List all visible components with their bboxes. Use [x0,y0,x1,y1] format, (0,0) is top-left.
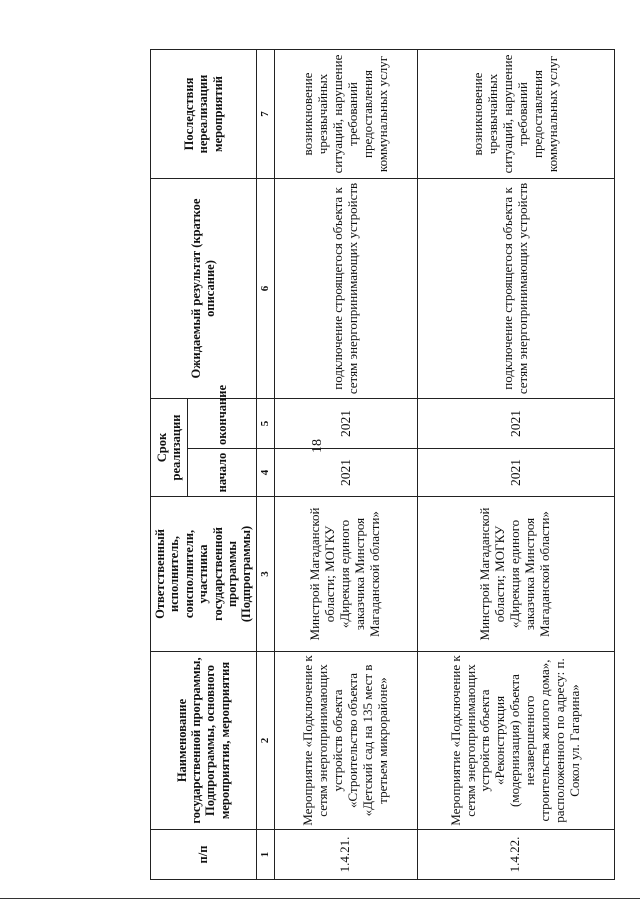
row-end: 2021 [417,398,614,448]
column-number: 2 [256,652,274,830]
row-end: 2021 [274,398,417,448]
header-end: окончание [188,398,256,448]
row-start: 2021 [274,449,417,497]
rotated-table-wrapper [150,50,615,880]
header-name: Наименование государственной программы, Подпрограммы, основного мероприятия, мероприятия [151,652,257,830]
row-name: Мероприятие «Подключение к сетям энергопринимающих устройств объекта «Строительство объекта «Детский сад на 135 мест в третьем микрорайоне» [274,652,417,830]
row-consequences: возникновение чрезвычайных ситуаций, нарушение требований предоставления коммунальных услуг [274,49,417,178]
header-consequences: Последствия нереализации мероприятий [151,49,257,178]
column-numbers-row [256,49,274,879]
table-row [274,49,417,879]
measures-table [150,49,615,880]
column-number: 3 [256,497,274,652]
column-number: 6 [256,178,274,398]
row-executor: Минстрой Магаданской области; МОГКУ «Дирекция единого заказчика Минстроя Магаданской области» [274,497,417,652]
row-consequences: возникновение чрезвычайных ситуаций, нарушение требований предоставления коммунальных услуг [417,49,614,178]
row-num: 1.4.21. [274,830,417,880]
bottom-rule [0,898,640,899]
row-result: подключение строящегося объекта к сетям энергопринимающих устройств [274,178,417,398]
header-executor: Ответственный исполнитель, соисполнители, участника государственной программы (Подпрограммы) [151,497,257,652]
page-number: 18 [310,439,325,453]
header-start: начало [188,449,256,497]
row-name: Мероприятие «Подключение к сетям энергопринимающих устройств объекта «Реконструкция (модернизация) объекта незавершенного строительства жилого дома», расположенного по адресу: п. Сокол ул. Гагарина» [417,652,614,830]
row-executor: Минстрой Магаданской области; МОГКУ «Дирекция единого заказчика Минстроя Магаданской области» [417,497,614,652]
column-number: 7 [256,49,274,178]
table-row [417,49,614,879]
column-number: 1 [256,830,274,880]
header-result: Ожидаемый результат (краткое описание) [151,178,257,398]
column-number: 5 [256,398,274,448]
header-num: п/п [151,830,257,880]
row-start: 2021 [417,449,614,497]
header-period: Срок реализации [151,398,188,496]
row-result: подключение строящегося объекта к сетям энергопринимающих устройств [417,178,614,398]
header-row-1 [151,49,188,879]
row-num: 1.4.22. [417,830,614,880]
column-number: 4 [256,449,274,497]
